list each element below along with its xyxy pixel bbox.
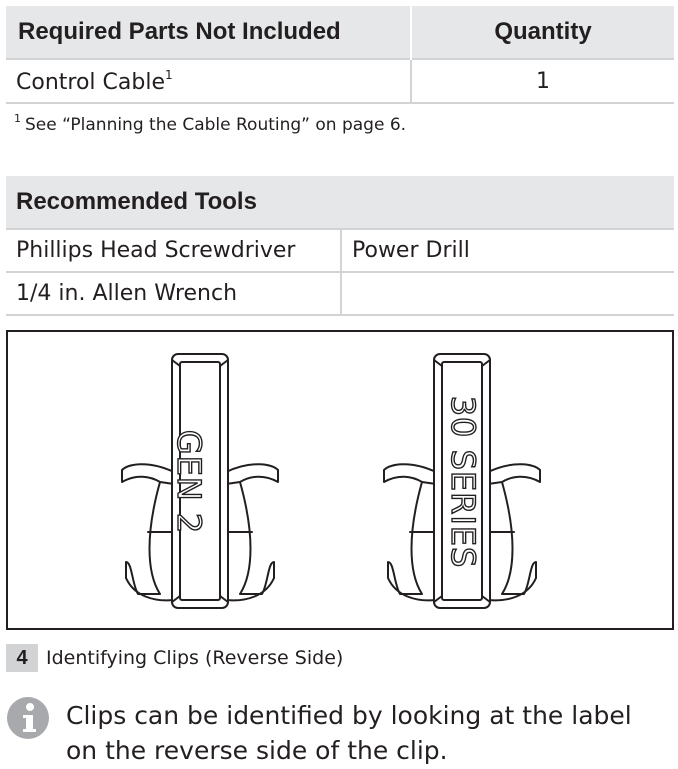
header-recommended-tools: Recommended Tools	[6, 176, 674, 229]
tool-cell: Phillips Head Screwdriver	[6, 229, 341, 272]
part-cell	[6, 59, 411, 103]
part-name: Control Cable	[16, 69, 165, 95]
30-series-clip-label: 30 SERIES	[444, 395, 482, 569]
quantity-cell: 1	[411, 59, 674, 103]
table-row	[6, 229, 674, 272]
info-icon	[6, 696, 50, 740]
tool-cell	[341, 272, 674, 315]
footnote-text: See “Planning the Cable Routing” on page 6.	[25, 115, 407, 135]
recommended-tools-table	[6, 176, 674, 316]
table-row	[6, 272, 674, 315]
footnote-marker: 1	[14, 112, 21, 125]
gen2-clip-label: GEN 2	[170, 429, 208, 535]
figure-caption-text: Identifying Clips (Reverse Side)	[46, 647, 344, 669]
note-text: Clips can be identified by looking at the label on the reverse side of the clip.	[66, 701, 632, 765]
header-quantity: Quantity	[411, 6, 674, 59]
figure-caption	[6, 644, 343, 672]
clips-illustration	[8, 332, 672, 628]
clip-figure	[6, 330, 674, 630]
required-parts-table	[6, 6, 674, 104]
table-header-row	[6, 176, 674, 229]
header-required-parts: Required Parts Not Included	[6, 6, 411, 59]
table-header-row	[6, 6, 674, 59]
figure-number: 4	[6, 644, 38, 672]
table-row	[6, 59, 674, 103]
tool-cell: Power Drill	[341, 229, 674, 272]
footnote	[14, 112, 406, 135]
footnote-ref: 1	[164, 67, 173, 82]
tool-cell: 1/4 in. Allen Wrench	[6, 272, 341, 315]
